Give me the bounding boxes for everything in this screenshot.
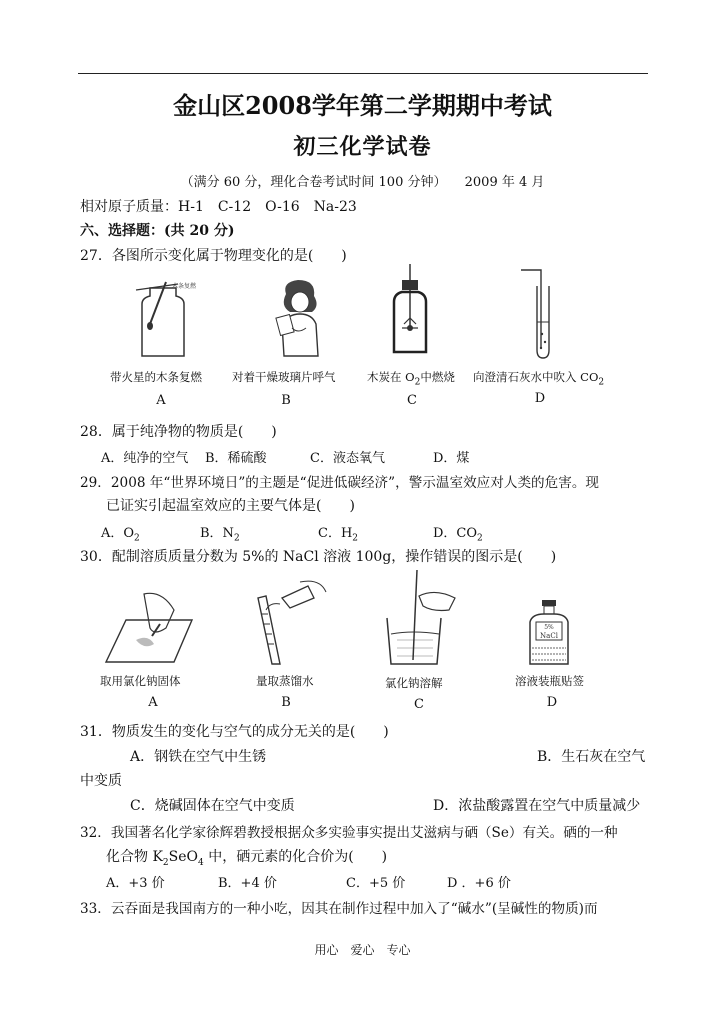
graduated-cylinder-figure — [250, 574, 330, 668]
q30-caption-b: 量取蒸馏水 — [256, 674, 314, 688]
scoop-solid-figure — [104, 584, 194, 668]
test-tube-figure — [515, 266, 559, 362]
q27-letter-d: D — [534, 391, 546, 406]
q31-option-b: B．生石灰在空气 — [537, 749, 646, 765]
q28-option-a: A．纯净的空气 — [101, 451, 189, 466]
q31-option-b-cont: 中变质 — [80, 773, 122, 789]
exam-title: 金山区2008学年第二学期期中考试 — [173, 91, 552, 120]
q28-option-b: B．稀硫酸 — [205, 451, 267, 466]
q27-caption-b: 对着干燥玻璃片呼气 — [232, 370, 336, 384]
q27-letter-a: A — [156, 393, 166, 408]
q31-stem: 31．物质发生的变化与空气的成分无关的是( ) — [80, 724, 389, 740]
q27-caption-a: 带火星的木条复燃 — [110, 370, 202, 384]
q32-stem-line2: 化合物 $K_2SeO_4$ 中，硒元素的化合价为( ) — [106, 849, 388, 868]
q30-letter-c: C — [414, 697, 424, 712]
q27-caption-c: 木炭在 $O_2$中燃烧 — [367, 370, 455, 388]
exam-date: 2009 年 4 月 — [464, 175, 545, 190]
q30-letter-d: D — [546, 695, 558, 710]
person-breathing-figure — [268, 276, 330, 360]
q28-option-d: D．煤 — [433, 451, 470, 466]
q31-option-a: A．钢铁在空气中生锈 — [130, 749, 267, 765]
q28-stem: 28．属于纯净物的物质是( ) — [80, 424, 277, 440]
q30-letter-b: B — [281, 695, 291, 710]
atomic-mass: 相对原子质量：H-1 C-12 O-16 Na-23 — [80, 199, 357, 215]
q32-stem-line1: 32．我国著名化学家徐辉碧教授根据众多实验事实提出艾滋病与硒（Se）有关。硒的一种 — [80, 825, 618, 841]
jar-charcoal-figure — [388, 262, 440, 358]
q30-caption-d: 溶液装瓶贴签 — [515, 674, 584, 688]
q32-option-d: D ．+6 价 — [447, 876, 511, 891]
q32-option-a: A．+3 价 — [106, 876, 165, 891]
beaker-dissolve-figure — [383, 568, 463, 668]
q33-stem: 33．云吞面是我国南方的一种小吃，因其在制作过程中加入了“碱水”(呈碱性的物质)而 — [80, 901, 598, 917]
exam-subtitle: 初三化学试卷 — [293, 134, 432, 160]
label-wood: 木条复燃 — [172, 283, 197, 290]
q27-letter-b: B — [281, 393, 291, 408]
page-footer: 用心 爱心 专心 — [314, 943, 411, 957]
q27-letter-c: C — [407, 393, 417, 408]
section-title: 六、选择题：(共 20 分) — [80, 223, 235, 239]
top-rule — [78, 73, 648, 74]
reagent-bottle-figure — [526, 598, 572, 668]
q32-option-c: C．+5 价 — [346, 876, 406, 891]
q30-letter-a: A — [148, 695, 158, 710]
q29-stem-line2: 已证实引起温室效应的主要气体是( ) — [106, 498, 355, 514]
jar-splint-figure — [128, 276, 198, 360]
q30-caption-c: 氯化钠溶解 — [385, 676, 443, 690]
q28-option-c: C．液态氧气 — [310, 451, 385, 466]
q29-option-a: A．$O_2$ — [101, 526, 140, 544]
q29-option-c: C．$H_2$ — [318, 526, 359, 544]
label-nacl: NaCl — [540, 632, 558, 640]
q29-option-d: D．$CO_2$ — [433, 526, 483, 544]
q27-stem: 27．各图所示变化属于物理变化的是( ) — [80, 248, 347, 264]
q30-stem: 30．配制溶质质量分数为 5%的 NaCl 溶液 100g，操作错误的图示是( ) — [80, 549, 557, 565]
q29-option-b: B．$N_2$ — [200, 526, 240, 544]
q31-option-d: D．浓盐酸露置在空气中质量减少 — [433, 798, 641, 814]
q31-option-c: C．烧碱固体在空气中变质 — [130, 798, 295, 814]
q30-caption-a: 取用氯化钠固体 — [100, 674, 181, 688]
label-pct: 5% — [544, 624, 554, 631]
exam-info-text: （满分 60 分，理化合卷考试时间 100 分钟） — [180, 175, 447, 190]
exam-info — [0, 171, 725, 190]
q29-stem-line1: 29．2008 年“世界环境日”的主题是“促进低碳经济”，警示温室效应对人类的危害。现 — [80, 475, 600, 491]
q27-caption-d: 向澄清石灰水中吹入 $CO_2$ — [473, 370, 605, 388]
q32-option-b: B．+4 价 — [218, 876, 277, 891]
